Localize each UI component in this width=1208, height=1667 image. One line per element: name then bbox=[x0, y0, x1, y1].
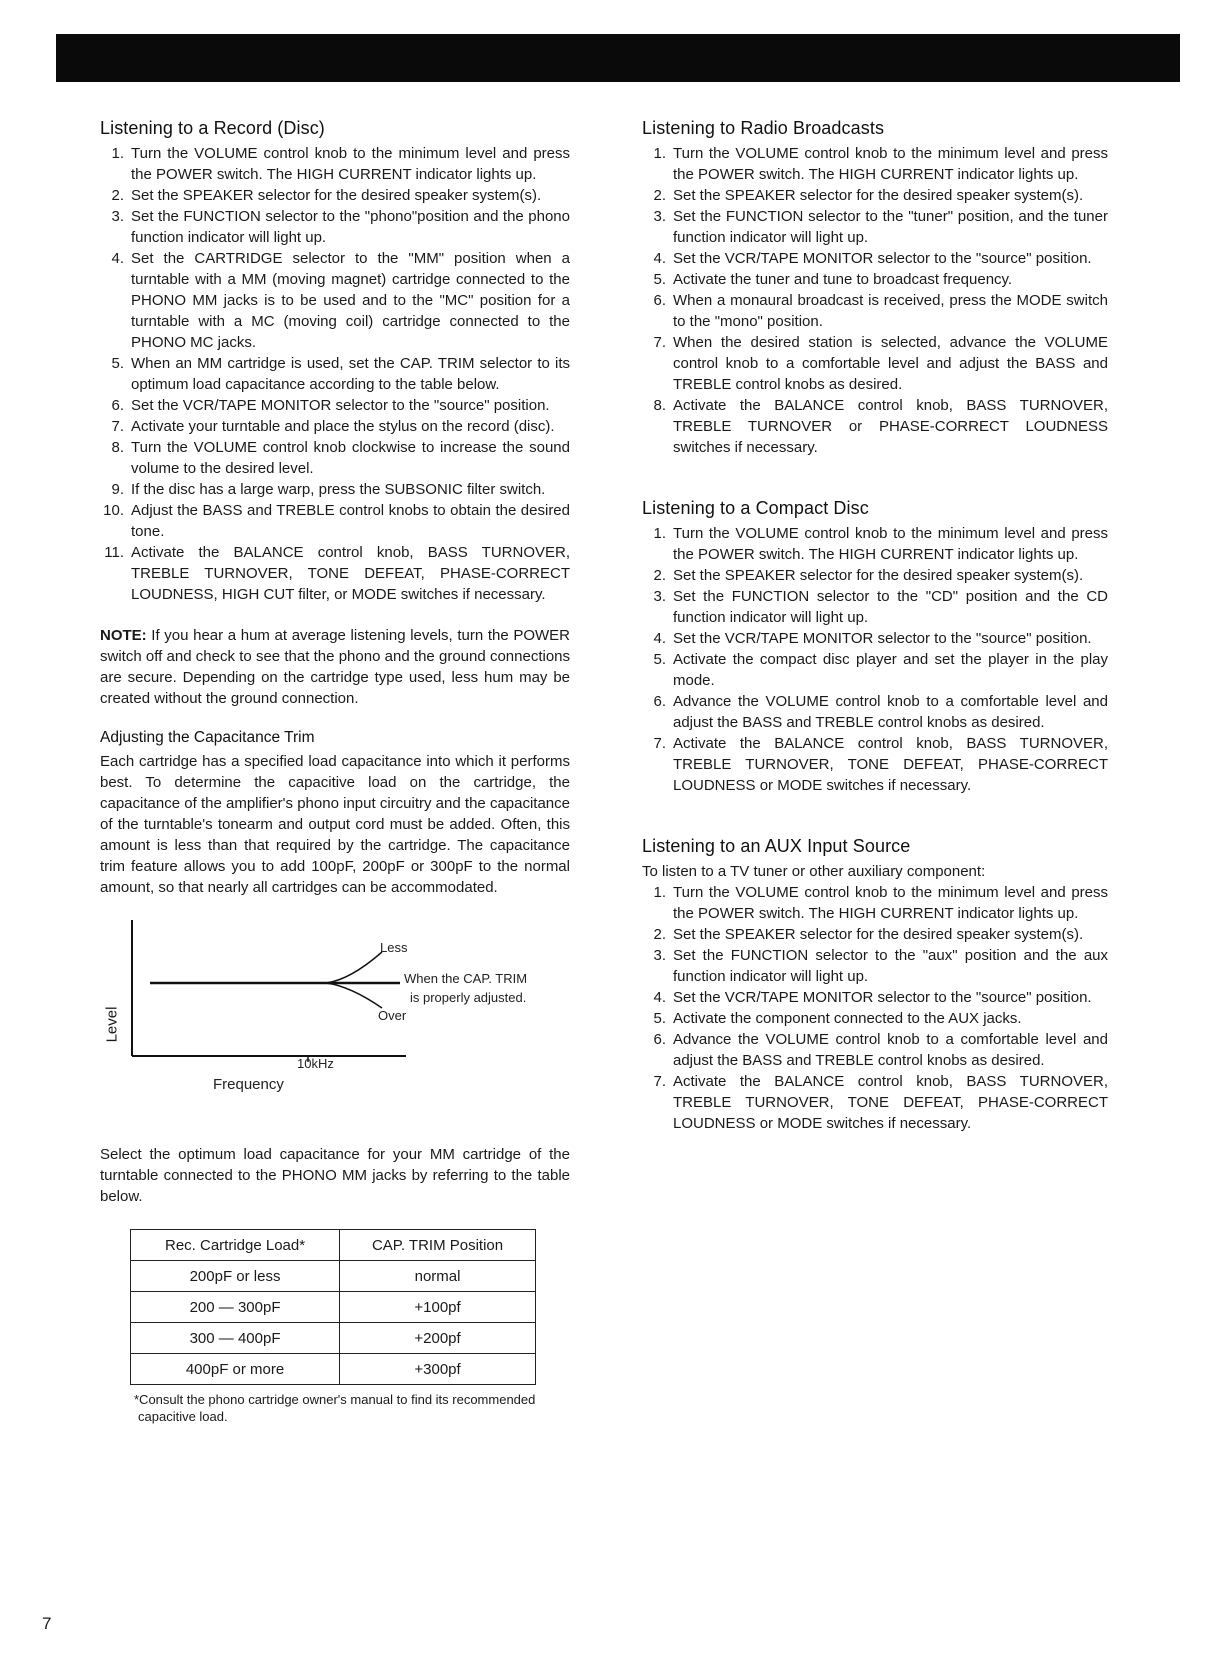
list-item: 7. Activate your turntable and place the stylus on the record (disc). bbox=[111, 418, 555, 435]
list-item: 4. Set the CARTRIDGE selector to the "MM" position when a turntable with a MM (moving magnet) cartridge connected to the PHONO MM jacks is to be used and to the "MC" position for a turntable with a MC (moving coil) cartridge connected to the PHONO MC jacks. bbox=[111, 250, 570, 351]
left-column bbox=[100, 118, 570, 1425]
graph-over-curve bbox=[326, 983, 382, 1008]
list-item: 10. Adjust the BASS and TREBLE control knobs to obtain the desired tone. bbox=[103, 502, 570, 540]
list-item: 1. Turn the VOLUME control knob to the minimum level and press the POWER switch. The HIGH CURRENT indicator lights up. bbox=[111, 145, 570, 183]
table-cell: +100pf bbox=[340, 1292, 536, 1323]
graph-y-label: Level bbox=[103, 1006, 121, 1043]
list-item: 6. Advance the VOLUME control knob to a comfortable level and adjust the BASS and TREBLE control knobs as desired. bbox=[653, 693, 1108, 731]
note-paragraph: NOTE: If you hear a hum at average listening levels, turn the POWER switch off and check to see that the phono and the ground connections are secure. Depending on the cartridge type used, less hum may be created without the ground connection. bbox=[100, 627, 570, 707]
table-row bbox=[131, 1354, 536, 1385]
table-row bbox=[131, 1323, 536, 1354]
table-header-row bbox=[131, 1230, 536, 1261]
list-item: 8. Turn the VOLUME control knob clockwise to increase the sound volume to the desired level. bbox=[111, 439, 570, 477]
list-item: 2. Set the SPEAKER selector for the desired speaker system(s). bbox=[653, 187, 1084, 204]
table-cell: 400pF or more bbox=[131, 1354, 340, 1385]
list-item: 3. Set the FUNCTION selector to the "tuner" position, and the tuner function indicator will light up. bbox=[653, 208, 1108, 246]
table-cell: +200pf bbox=[340, 1323, 536, 1354]
list-item: 7. Activate the BALANCE control knob, BASS TURNOVER, TREBLE TURNOVER, TONE DEFEAT, PHASE-CORRECT LOUDNESS or MODE switches if necessary. bbox=[653, 1073, 1108, 1132]
list-item: 2. Set the SPEAKER selector for the desired speaker system(s). bbox=[653, 926, 1084, 943]
graph-drawing bbox=[100, 920, 570, 1120]
note-label: NOTE: bbox=[100, 627, 147, 644]
graph-x-label: Frequency bbox=[213, 1076, 284, 1093]
table-header-cell: CAP. TRIM Position bbox=[340, 1230, 536, 1261]
list-item: 2. Set the SPEAKER selector for the desired speaker system(s). bbox=[653, 567, 1084, 584]
list-item: 4. Set the VCR/TAPE MONITOR selector to the "source" position. bbox=[653, 250, 1092, 267]
cd-steps bbox=[642, 523, 1108, 796]
list-item: 5. Activate the compact disc player and set the player in the play mode. bbox=[653, 651, 1108, 689]
table-footnote: *Consult the phono cartridge owner's manual to find its recommended capacitive load. bbox=[134, 1392, 536, 1424]
list-item: 1. Turn the VOLUME control knob to the minimum level and press the POWER switch. The HIGH CURRENT indicator lights up. bbox=[653, 145, 1108, 183]
list-item: 3. Set the FUNCTION selector to the "phono"position and the phono function indicator will light up. bbox=[111, 208, 570, 246]
graph-annotation-line2: is properly adjusted. bbox=[410, 990, 527, 1005]
table-cell: 200 — 300pF bbox=[131, 1292, 340, 1323]
list-item: 7. Activate the BALANCE control knob, BASS TURNOVER, TREBLE TURNOVER, TONE DEFEAT, PHASE-CORRECT LOUDNESS or MODE switches if necessary. bbox=[653, 735, 1108, 794]
table-cell: normal bbox=[340, 1261, 536, 1292]
table-row bbox=[131, 1292, 536, 1323]
list-item: 6. Advance the VOLUME control knob to a comfortable level and adjust the BASS and TREBLE control knobs as desired. bbox=[653, 1031, 1108, 1069]
list-item: 8. Activate the BALANCE control knob, BASS TURNOVER, TREBLE TURNOVER or PHASE-CORRECT LOUDNESS switches if necessary. bbox=[653, 397, 1108, 456]
aux-intro: To listen to a TV tuner or other auxiliary component: bbox=[642, 863, 986, 880]
table-cell: 200pF or less bbox=[131, 1261, 340, 1292]
graph-x-tick-label: 10kHz bbox=[297, 1056, 334, 1071]
list-item: 11. Activate the BALANCE control knob, BASS TURNOVER, TREBLE TURNOVER, TONE DEFEAT, PHASE-CORRECT LOUDNESS, HIGH CUT filter, or MODE switches if necessary. bbox=[104, 544, 570, 603]
list-item: 3. Set the FUNCTION selector to the "CD" position and the CD function indicator will light up. bbox=[653, 588, 1108, 626]
list-item: 5. When an MM cartridge is used, set the CAP. TRIM selector to its optimum load capacitance according to the table below. bbox=[111, 355, 570, 393]
header-bar bbox=[56, 34, 1180, 82]
graph-less-label: Less bbox=[380, 940, 408, 955]
graph-over-label: Over bbox=[378, 1008, 407, 1023]
aux-section-title: Listening to an AUX Input Source bbox=[642, 836, 911, 856]
cap-trim-title: Adjusting the Capacitance Trim bbox=[100, 729, 315, 746]
table-row bbox=[131, 1261, 536, 1292]
list-item: 9. If the disc has a large warp, press the SUBSONIC filter switch. bbox=[111, 481, 546, 498]
list-item: 6. When a monaural broadcast is received, press the MODE switch to the "mono" position. bbox=[653, 292, 1108, 330]
cd-section-title: Listening to a Compact Disc bbox=[642, 498, 869, 518]
cap-trim-graph bbox=[100, 920, 570, 1120]
select-paragraph: Select the optimum load capacitance for your MM cartridge of the turntable connected to the PHONO MM jacks by referring to the table below. bbox=[100, 1146, 570, 1205]
table-cell: 300 — 400pF bbox=[131, 1323, 340, 1354]
cap-trim-body: Each cartridge has a specified load capacitance into which it performs best. To determine the capacitive load on the cartridge, the capacitance of the amplifier's phono input circuitry and the capacitance of the turntable's tonearm and output cord must be added. Often, this amount is less than that required by the cartridge. The capacitance trim feature allows you to add 100pF, 200pF or 300pF to the normal amount, so that nearly all cartridges can be accommodated. bbox=[100, 753, 570, 896]
list-item: 6. Set the VCR/TAPE MONITOR selector to the "source" position. bbox=[111, 397, 550, 414]
list-item: 4. Set the VCR/TAPE MONITOR selector to the "source" position. bbox=[653, 630, 1092, 647]
list-item: 2. Set the SPEAKER selector for the desired speaker system(s). bbox=[111, 187, 542, 204]
cap-trim-table bbox=[130, 1229, 536, 1385]
page-number: 7 bbox=[42, 1614, 52, 1633]
graph-less-curve bbox=[326, 952, 382, 983]
radio-section-title: Listening to Radio Broadcasts bbox=[642, 118, 885, 138]
table-cell: +300pf bbox=[340, 1354, 536, 1385]
right-column bbox=[642, 118, 1108, 1134]
table-header-cell: Rec. Cartridge Load* bbox=[131, 1230, 340, 1261]
record-section-title: Listening to a Record (Disc) bbox=[100, 118, 325, 138]
list-item: 4. Set the VCR/TAPE MONITOR selector to the "source" position. bbox=[653, 989, 1092, 1006]
list-item: 5. Activate the component connected to the AUX jacks. bbox=[653, 1010, 1022, 1027]
list-item: 5. Activate the tuner and tune to broadcast frequency. bbox=[653, 271, 1013, 288]
list-item: 1. Turn the VOLUME control knob to the minimum level and press the POWER switch. The HIGH CURRENT indicator lights up. bbox=[653, 525, 1108, 563]
graph-annotation-line1: When the CAP. TRIM bbox=[404, 971, 528, 986]
list-item: 3. Set the FUNCTION selector to the "aux" position and the aux function indicator will light up. bbox=[653, 947, 1108, 985]
aux-steps bbox=[642, 882, 1108, 1134]
radio-steps bbox=[642, 143, 1108, 458]
list-item: 7. When the desired station is selected, advance the VOLUME control knob to a comfortable level and adjust the BASS and TREBLE control knobs as desired. bbox=[653, 334, 1108, 393]
record-steps bbox=[100, 143, 570, 605]
list-item: 1. Turn the VOLUME control knob to the minimum level and press the POWER switch. The HIGH CURRENT indicator lights up. bbox=[653, 884, 1108, 922]
